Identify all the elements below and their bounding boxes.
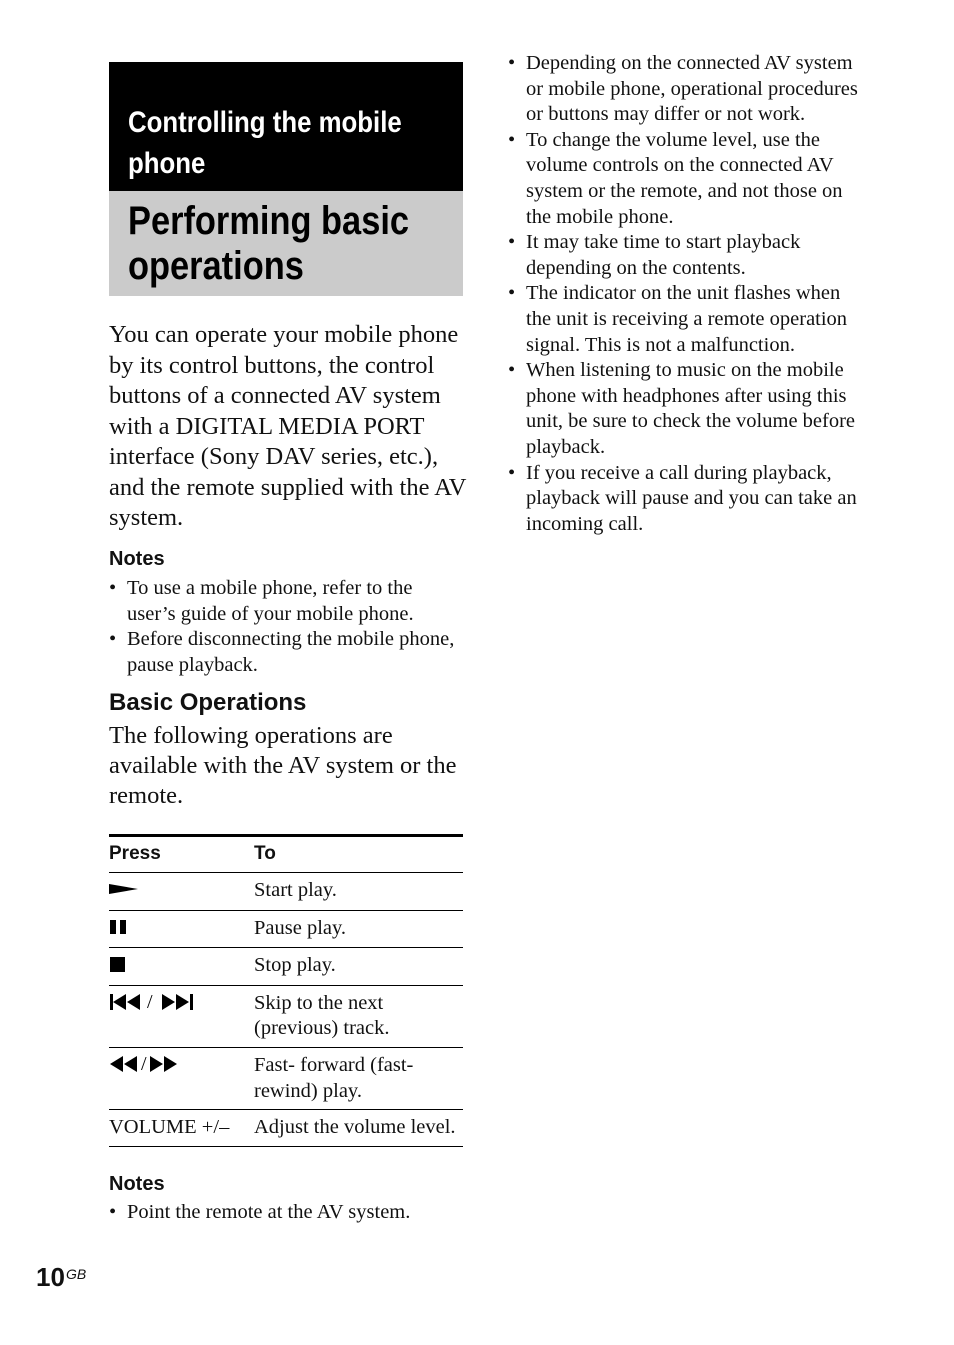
- note-item: • To use a mobile phone, refer to the user’s guide of your mobile phone.: [109, 576, 459, 627]
- page-title: [109, 191, 463, 296]
- prev-next-icon: [109, 991, 205, 1013]
- notes-list: [109, 1200, 459, 1226]
- rewind-fastforward-icon: [109, 1053, 193, 1075]
- table-row: [109, 948, 463, 986]
- table-header-row: [109, 836, 463, 873]
- table-row: [109, 1110, 463, 1147]
- press-cell: [109, 910, 254, 948]
- to-cell: Fast- forward (fast-rewind) play.: [254, 1047, 463, 1109]
- to-cell: Pause play.: [254, 910, 463, 948]
- press-cell: VOLUME +/–: [109, 1110, 254, 1147]
- notes-heading: Notes: [109, 548, 165, 570]
- to-cell: Skip to the next (previous) track.: [254, 985, 463, 1047]
- basic-operations-text: The following operations are available with the AV system or the remote.: [109, 722, 457, 810]
- page-title-line2: operations: [128, 244, 304, 288]
- section-title: [109, 62, 463, 191]
- note-item: • The indicator on the unit flashes when the unit is receiving a remote operation signal. This is not a malfunction.: [508, 281, 864, 358]
- table-row: [109, 873, 463, 911]
- operations-table: [109, 834, 463, 1147]
- note-item: • It may take time to start playback depending on the contents.: [508, 230, 864, 281]
- play-icon: [109, 878, 139, 900]
- basic-operations-heading: Basic Operations: [109, 689, 307, 716]
- page-number: 10: [36, 1262, 65, 1292]
- to-cell: Stop play.: [254, 948, 463, 986]
- note-item: • Before disconnecting the mobile phone, pause playback.: [109, 627, 459, 678]
- column-header-press: Press: [109, 836, 254, 873]
- svg-text:/: /: [141, 1054, 147, 1073]
- stop-icon: [109, 953, 129, 975]
- section-title-line2: phone: [128, 147, 206, 180]
- page-suffix: GB: [66, 1266, 87, 1282]
- notes-list: [109, 576, 459, 678]
- svg-text:/: /: [147, 992, 153, 1011]
- right-notes-list: [508, 51, 864, 537]
- table-row: [109, 985, 463, 1047]
- section-title-line1: Controlling the mobile: [128, 106, 402, 139]
- to-cell: Start play.: [254, 873, 463, 911]
- press-cell: [109, 1047, 254, 1109]
- pause-icon: [109, 916, 129, 938]
- press-cell: [109, 985, 254, 1047]
- note-item: • Depending on the connected AV system or mobile phone, operational procedures or buttons may differ or not work.: [508, 51, 864, 128]
- notes-heading: Notes: [109, 1173, 165, 1195]
- press-cell: [109, 873, 254, 911]
- table-row: [109, 910, 463, 948]
- note-item: • Point the remote at the AV system.: [109, 1200, 459, 1226]
- intro-paragraph: You can operate your mobile phone by its control buttons, the control buttons of a connected AV system with a DIGITAL MEDIA PORT interface (Sony DAV series, etc.), and the remote supplied with the AV system.: [109, 321, 467, 531]
- table-row: [109, 1047, 463, 1109]
- press-cell: [109, 948, 254, 986]
- to-cell: Adjust the volume level.: [254, 1110, 463, 1147]
- note-item: • When listening to music on the mobile phone with headphones after using this unit, be sure to check the volume before playback.: [508, 358, 864, 460]
- page-title-line1: Performing basic: [128, 199, 410, 243]
- note-item: • If you receive a call during playback, playback will pause and you can take an incoming call.: [508, 461, 864, 538]
- note-item: • To change the volume level, use the volume controls on the connected AV system or the remote, and not those on the mobile phone.: [508, 128, 864, 230]
- column-header-to: To: [254, 836, 463, 873]
